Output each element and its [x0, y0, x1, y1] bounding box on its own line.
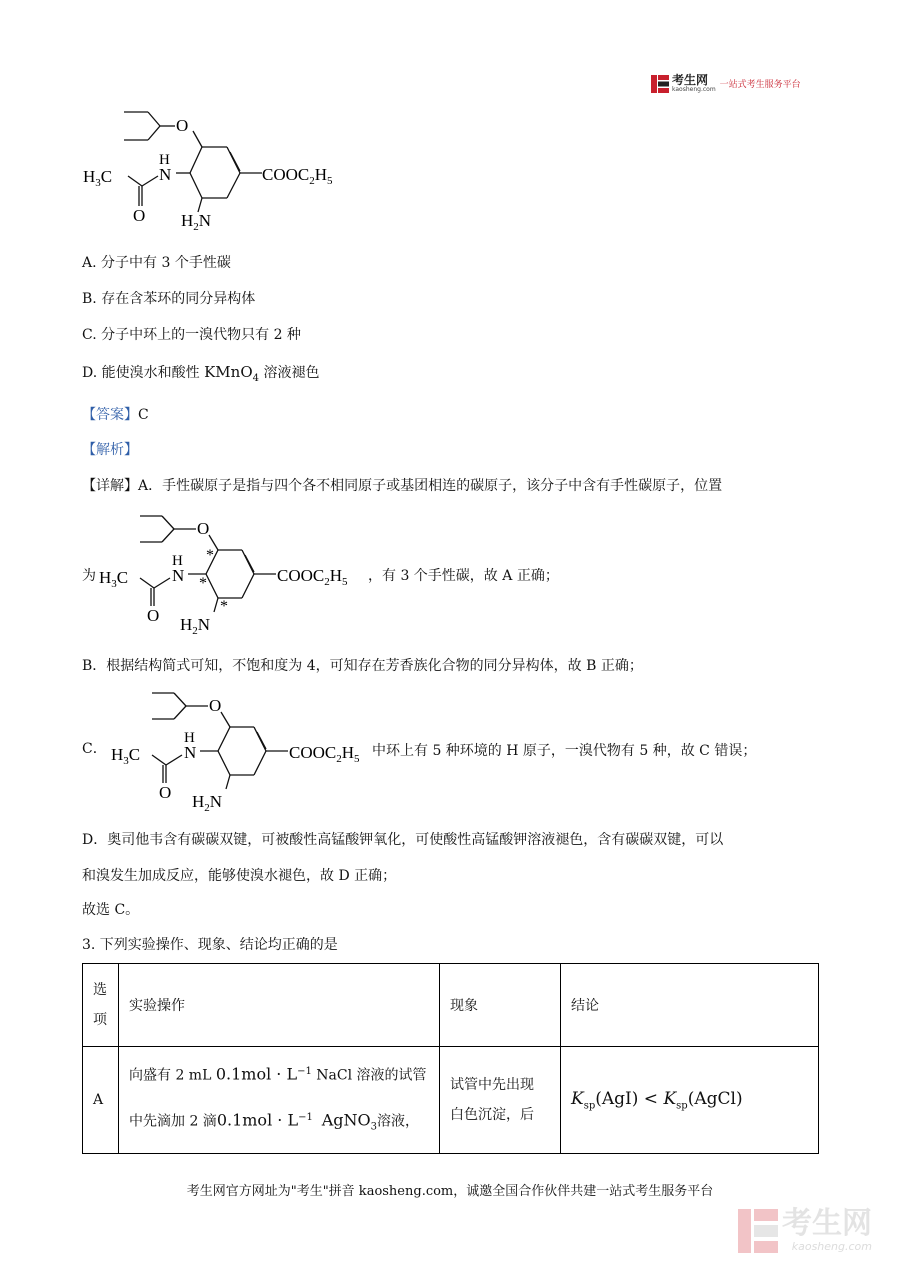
logo-domain: kaosheng.com [672, 86, 716, 93]
nh-h-chiral: H [172, 553, 183, 569]
carbonyl-o-c: O [159, 783, 172, 802]
carbonyl-o-chiral: O [147, 606, 160, 625]
watermark-domain: kaosheng.com [791, 1240, 872, 1253]
molecule-structure-main [80, 100, 360, 244]
header-option: 选 项 [83, 964, 119, 1047]
nh-n-c: N [184, 743, 197, 762]
ester-group: $COOC_2H_5$ [262, 165, 333, 187]
left-group-h3c-c: $H_3C$ [111, 745, 141, 767]
header-operation: 实验操作 [119, 964, 440, 1047]
footer-text: 考生网官方网址为"考生"拼音 kaosheng.com，诚邀全国合作伙伴共建一站式考生服务平台 [186, 1184, 714, 1199]
nh-n-chiral: N [172, 566, 185, 585]
answer-value: C [138, 407, 149, 423]
kmno4-formula: KMnO$_4$ [204, 363, 259, 384]
row-a-conclusion: $K_{sp}(AgI)$ < $K_{sp}(AgCl)$ [561, 1047, 819, 1154]
conclusion-line: 故选 C。 [82, 902, 140, 918]
detail-c-prefix: C． [82, 741, 107, 757]
kaosheng-logo-icon [651, 75, 669, 93]
choice-b: B. 存在含苯环的同分异构体 [82, 291, 256, 307]
row-a-operation: 向盛有 2 mL $0.1mol \cdot L^{-1}$ NaCl 溶液的试管 中先滴加 2 滴$0.1mol \cdot L^{-1}$ AgNO$_3$溶液， [119, 1047, 440, 1154]
choice-d-post: 溶液褪色 [263, 365, 320, 381]
watermark-logo [738, 1208, 872, 1253]
question3-title: 3. 下列实验操作、现象、结论均正确的是 [82, 937, 338, 953]
amine-group: $H_2N$ [181, 211, 212, 233]
left-group-h3c: $H_3C$ [83, 167, 113, 189]
detail-b-line: B．根据结构简式可知，不饱和度为 4，可知存在芳香族化合物的同分异构体，故 B 正确； [82, 658, 643, 674]
detail-d-line1: D．奥司他韦含有碳碳双键，可被酸性高锰酸钾氧化，可使酸性高锰酸钾溶液褪色，含有碳碳双键，可以 [82, 832, 724, 848]
molecule-structure-chiral [96, 508, 366, 642]
detail-a-text: A．手性碳原子是指与四个各不相同原子或基团相连的碳原子，该分子中含有手性碳原子，位置 [138, 478, 723, 494]
answer-line [82, 405, 149, 425]
logo-name: 考生网 [672, 73, 709, 87]
detail-a-line [82, 476, 722, 496]
choice-d [82, 362, 319, 384]
header-logo [651, 74, 801, 93]
choice-a: A. 分子中有 3 个手性碳 [82, 255, 231, 271]
detail-a-prefix: 为 [82, 568, 96, 584]
row-a-option: A [83, 1047, 119, 1154]
amine-group-chiral: $H_2N$ [180, 615, 211, 637]
detail-a-suffix: ，有 3 个手性碳，故 A 正确； [368, 568, 559, 584]
experiment-table [82, 963, 819, 1154]
header-slogan: 一站式考生服务平台 [719, 80, 801, 90]
carbonyl-o: O [133, 206, 146, 225]
nh-h-c: H [184, 730, 195, 746]
ether-o-c: O [209, 696, 222, 715]
choice-c: C. 分子中环上的一溴代物只有 2 种 [82, 327, 301, 343]
ether-o-chiral: O [197, 519, 210, 538]
watermark-name: 考生网 [782, 1206, 872, 1241]
amine-group-c: $H_2N$ [192, 792, 223, 814]
table-header-row [83, 964, 819, 1047]
table-row [83, 1047, 819, 1154]
chiral-star-3: * [220, 598, 228, 615]
nh-h: H [159, 152, 170, 168]
chiral-star-1: * [206, 547, 214, 564]
watermark-logo-icon [738, 1209, 778, 1253]
header-conclusion: 结论 [561, 964, 819, 1047]
nh-n: N [159, 165, 172, 184]
left-group-h3c-chiral: $H_3C$ [99, 568, 129, 590]
analysis-tag: 【解析】 [82, 442, 138, 458]
choice-d-pre: D. 能使溴水和酸性 [82, 365, 200, 381]
row-a-phenomenon: 试管中先出现 白色沉淀，后 [440, 1047, 561, 1154]
ether-o: O [176, 116, 189, 135]
detail-tag: 【详解】 [82, 478, 138, 494]
molecule-structure-c [108, 685, 378, 819]
detail-d-line2: 和溴发生加成反应，能够使溴水褪色，故 D 正确； [82, 868, 397, 884]
header-phenomenon: 现象 [440, 964, 561, 1047]
detail-c-suffix: 中环上有 5 种环境的 H 原子，一溴代物有 5 种，故 C 错误； [372, 743, 757, 759]
ester-group-chiral: $COOC_2H_5$ [277, 566, 348, 588]
ester-group-c: $COOC_2H_5$ [289, 743, 360, 765]
answer-tag: 【答案】 [82, 407, 138, 423]
chiral-star-2: * [199, 575, 207, 592]
